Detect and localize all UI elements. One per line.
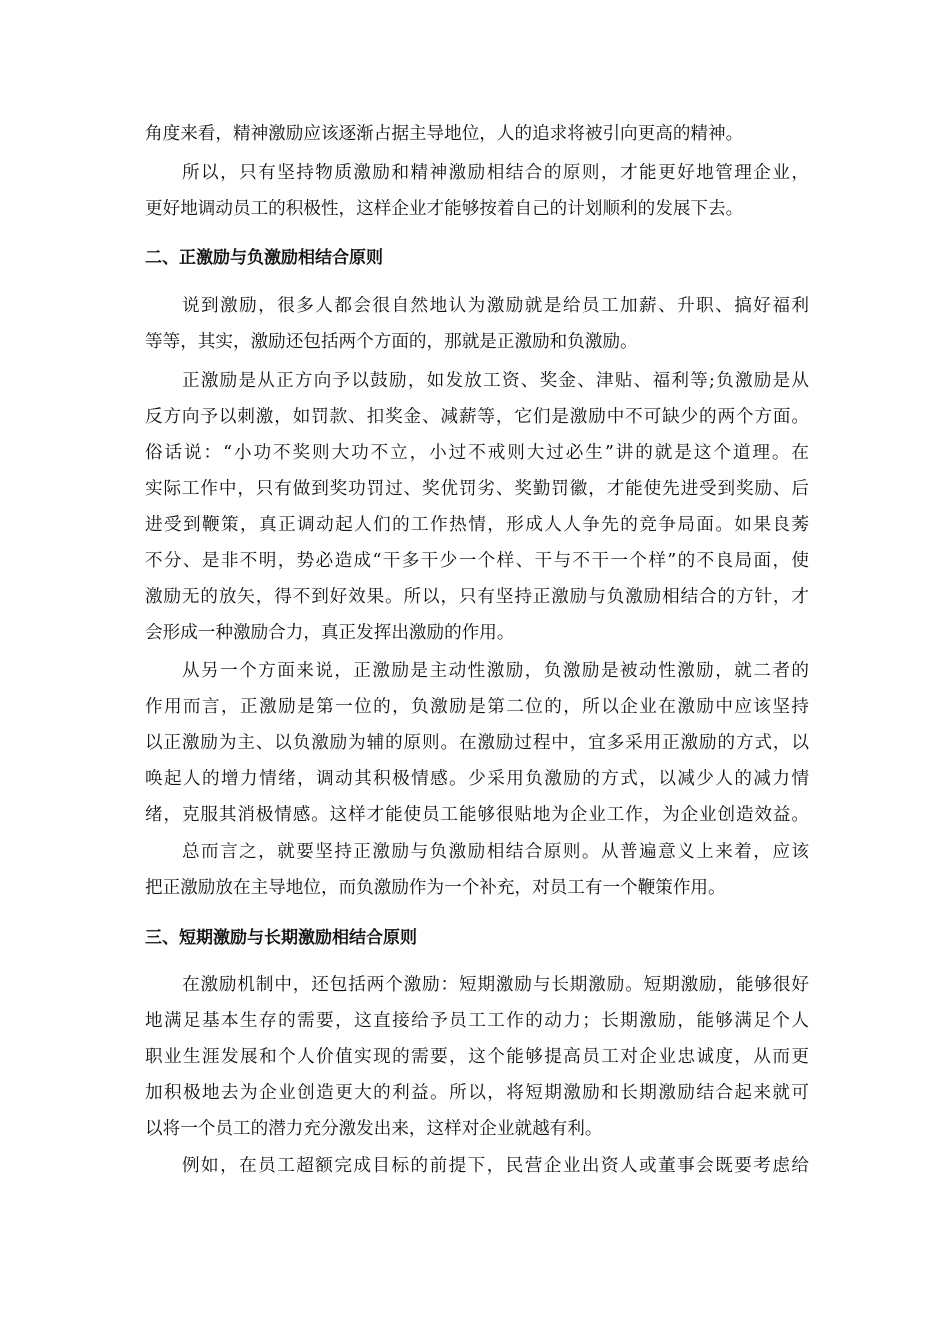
section-heading: 三、短期激励与长期激励相结合原则	[145, 928, 417, 948]
paragraph-line: 所以，只有坚持物质激励和精神激励相结合的原则，才能更好地管理企业，	[182, 163, 809, 183]
paragraph-line: 反方向予以刺激，如罚款、扣奖金、减薪等，它们是激励中不可缺少的两个方面。	[145, 407, 809, 427]
paragraph-line: 总而言之，就要坚持正激励与负激励相结合原则。从普遍意义上来着，应该	[182, 842, 809, 862]
paragraph-line: 更好地调动员工的积极性，这样企业才能够按着自己的计划顺利的发展下去。	[145, 199, 744, 219]
paragraph-line: 进受到鞭策，真正调动起人们的工作热情，形成人人争先的竞争局面。如果良莠	[145, 515, 809, 535]
paragraph	[145, 967, 809, 1147]
paragraph-line: 角度来看，精神激励应该逐渐占据主导地位，人的追求将被引向更高的精神。	[145, 124, 744, 144]
section-heading: 二、正激励与负激励相结合原则	[145, 248, 383, 268]
paragraph-line: 等等，其实，激励还包括两个方面的，那就是正激励和负激励。	[145, 332, 638, 352]
paragraph-line: 说到激励，很多人都会很自然地认为激励就是给员工加薪、升职、搞好福利	[182, 296, 809, 316]
paragraph-line: 会形成一种激励合力，真正发挥出激励的作用。	[145, 623, 515, 643]
paragraph-line: 地满足基本生存的需要，这直接给予员工工作的动力；长期激励，能够满足个人	[145, 1011, 809, 1031]
paragraph-line: 作用而言，正激励是第一位的，负激励是第二位的，所以企业在激励中应该坚持	[145, 697, 809, 717]
paragraph-line: 正激励是从正方向予以鼓励，如发放工资、奖金、津贴、福利等;负激励是从	[182, 371, 809, 391]
paragraph	[145, 363, 809, 651]
paragraph	[145, 116, 809, 152]
paragraph-line: 激励无的放矢，得不到好效果。所以，只有坚持正激励与负激励相结合的方针，才	[145, 587, 809, 607]
paragraph	[145, 1148, 809, 1184]
paragraph	[145, 653, 809, 833]
paragraph-line: 以将一个员工的潜力充分激发出来，这样对企业就越有利。	[145, 1119, 603, 1139]
paragraph-line: 实际工作中，只有做到奖功罚过、奖优罚劣、奖勤罚徽，才能使先进受到奖励、后	[145, 479, 809, 499]
paragraph-line: 把正激励放在主导地位，而负激励作为一个补充，对员工有一个鞭策作用。	[145, 878, 726, 898]
paragraph-line: 职业生涯发展和个人价值实现的需要，这个能够提高员工对企业忠诚度，从而更	[145, 1047, 809, 1067]
paragraph-line: 以正激励为主、以负激励为辅的原则。在激励过程中，宜多采用正激励的方式，以	[145, 733, 809, 753]
paragraph-line: 俗话说：“小功不奖则大功不立，小过不戒则大过必生”讲的就是这个道理。在	[145, 443, 809, 463]
paragraph	[145, 288, 809, 360]
paragraph	[145, 834, 809, 906]
paragraph-line: 不分、是非不明，势必造成“干多干少一个样、干与不干一个样”的不良局面，使	[145, 551, 809, 571]
paragraph-line: 从另一个方面来说，正激励是主动性激励，负激励是被动性激励，就二者的	[182, 661, 809, 681]
paragraph-line: 在激励机制中，还包括两个激励：短期激励与长期激励。短期激励，能够很好	[182, 975, 809, 995]
paragraph	[145, 155, 809, 227]
paragraph-line: 例如，在员工超额完成目标的前提下，民营企业出资人或董事会既要考虑给	[182, 1156, 809, 1176]
paragraph-line: 绪，克服其消极情感。这样才能使员工能够很贴地为企业工作，为企业创造效益。	[145, 805, 809, 825]
paragraph-line: 加积极地去为企业创造更大的利益。所以，将短期激励和长期激励结合起来就可	[145, 1083, 809, 1103]
paragraph-line: 唤起人的增力情绪，调动其积极情感。少采用负激励的方式，以减少人的减力情	[145, 769, 809, 789]
